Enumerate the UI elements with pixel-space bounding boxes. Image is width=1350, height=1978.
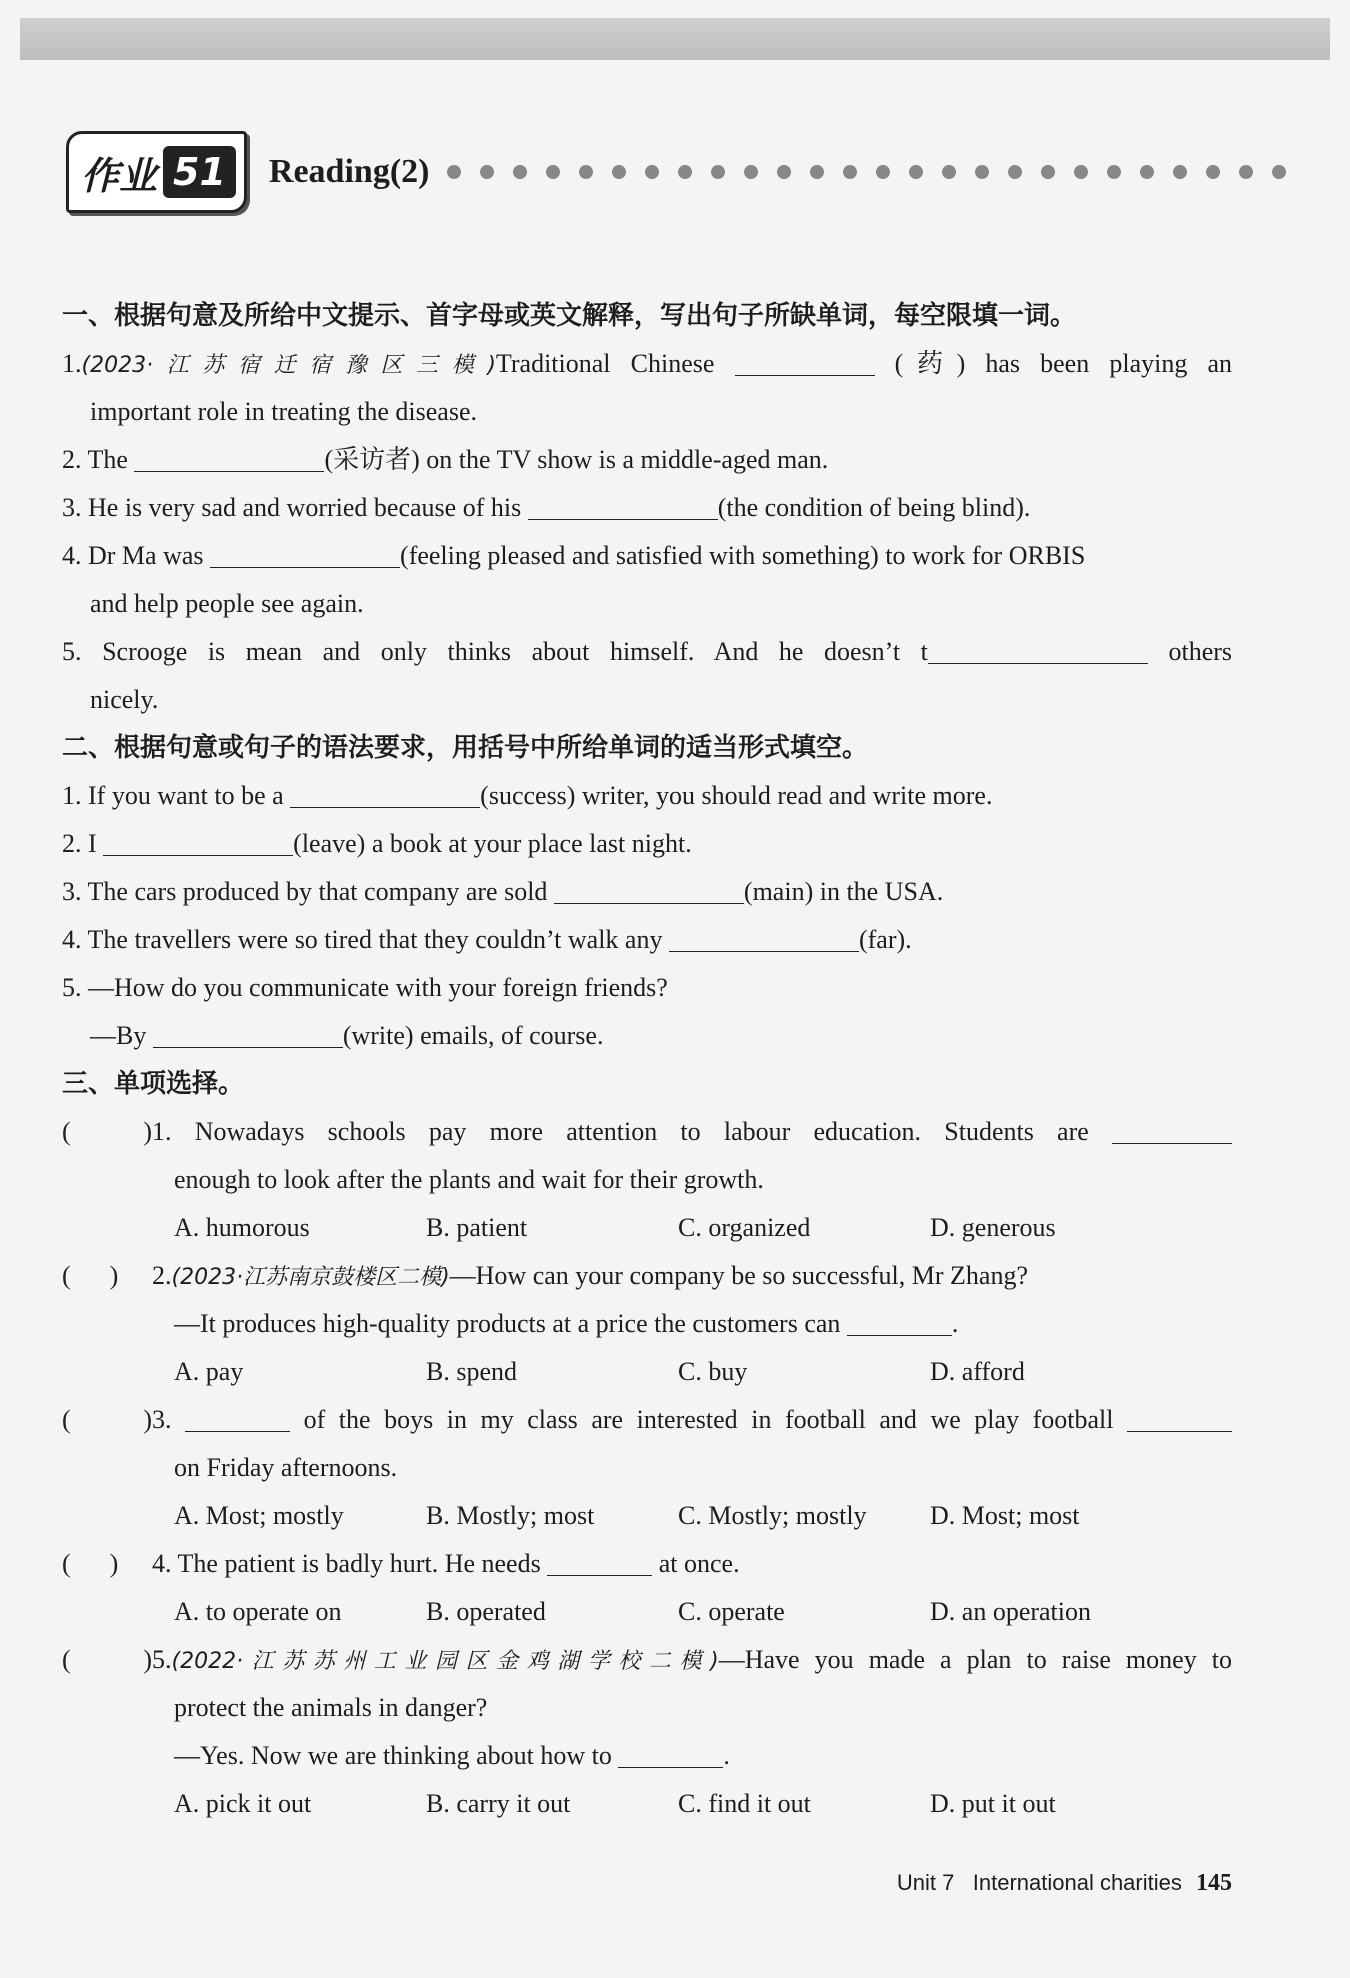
badge-number: 51 [163, 146, 236, 198]
s3-q5-blank[interactable] [618, 1737, 723, 1768]
s1-q5-line1: 5. Scrooge is mean and only thinks about himself. And he doesn’t t others [62, 628, 1232, 676]
option-a[interactable]: A. pay [174, 1357, 244, 1386]
s3-q3-blank2[interactable] [1127, 1401, 1232, 1432]
s3-q3-blank1[interactable] [185, 1401, 290, 1432]
s3-q5-line3: —Yes. Now we are thinking about how to . [62, 1732, 1232, 1780]
s3-q2-source: (2023·江苏南京鼓楼区二模) [171, 1265, 450, 1290]
footer-topic: International charities [972, 1870, 1182, 1895]
s1-q3-blank[interactable] [528, 489, 718, 520]
s1-q1-source: (2023·江苏宿迁宿豫区三模) [81, 353, 496, 378]
option-a[interactable]: A. to operate on [174, 1597, 342, 1626]
s1-q2-blank[interactable] [134, 441, 324, 472]
s2-q1-blank[interactable] [290, 777, 480, 808]
s1-q2: 2. The (采访者) on the TV show is a middle-aged man. [62, 436, 1232, 484]
section2-heading: 二、根据句意或句子的语法要求，用括号中所给单词的适当形式填空。 [62, 733, 869, 763]
s3-q3-line2: on Friday afternoons. [174, 1453, 398, 1482]
s2-q3-blank[interactable] [554, 873, 744, 904]
s1-q4-line2: and help people see again. [90, 589, 364, 618]
option-b[interactable]: B. carry it out [426, 1789, 571, 1818]
option-d[interactable]: D. generous [930, 1213, 1056, 1242]
s3-q2-line2: —It produces high-quality products at a price the customers can . [62, 1300, 1232, 1348]
option-b[interactable]: B. spend [426, 1357, 517, 1386]
s3-q5-line2: protect the animals in danger? [174, 1693, 488, 1722]
badge-label: 作业 [81, 153, 158, 198]
option-c[interactable]: C. buy [678, 1357, 748, 1386]
option-b[interactable]: B. patient [426, 1213, 528, 1242]
s2-q5-line2: —By (write) emails, of course. [62, 1012, 1232, 1060]
s3-q4-line1: ( ) 4. The patient is badly hurt. He needs at once. [62, 1540, 1232, 1588]
answer-paren[interactable]: ( ) [62, 1117, 152, 1146]
s1-q1-line1: 1.(2023·江苏宿迁宿豫区三模)Traditional Chinese (药) has been playing an [62, 340, 1232, 388]
s1-q1-blank[interactable] [735, 345, 875, 376]
s2-q5-blank[interactable] [153, 1017, 343, 1048]
s1-q5-blank[interactable] [928, 633, 1148, 664]
s2-q4-blank[interactable] [669, 921, 859, 952]
s1-q5-line2: nicely. [90, 685, 159, 714]
option-a[interactable]: A. humorous [174, 1213, 310, 1242]
s3-q4-blank[interactable] [547, 1545, 652, 1576]
s2-q1: 1. If you want to be a (success) writer, you should read and write more. [62, 772, 1232, 820]
s2-q5-line1: 5. —How do you communicate with your foreign friends? [62, 973, 668, 1002]
option-a[interactable]: A. pick it out [174, 1789, 312, 1818]
s1-q4-line1: 4. Dr Ma was (feeling pleased and satisfied with something) to work for ORBIS [62, 532, 1232, 580]
answer-paren[interactable]: ( ) [62, 1405, 152, 1434]
s3-q5-source: (2022·江苏苏州工业园区金鸡湖学校二模) [171, 1649, 719, 1674]
s3-q1-line1: ( )1. Nowadays schools pay more attention to labour education. Students are [62, 1108, 1232, 1156]
s2-q2-blank[interactable] [103, 825, 293, 856]
scan-top-bar [20, 18, 1330, 60]
option-c[interactable]: C. Mostly; mostly [678, 1501, 867, 1530]
page-footer [897, 1870, 1232, 1897]
decorative-dots [447, 165, 1286, 179]
s3-q2-blank[interactable] [847, 1305, 952, 1336]
answer-paren[interactable]: ( ) [62, 1549, 119, 1578]
option-a[interactable]: A. Most; mostly [174, 1501, 344, 1530]
s3-q1-line2: enough to look after the plants and wait for their growth. [174, 1165, 764, 1194]
section3-heading: 三、单项选择。 [62, 1069, 245, 1099]
s3-q2-line1: ( ) 2.(2023·江苏南京鼓楼区二模)—How can your company be so successful, Mr Zhang? [62, 1252, 1232, 1300]
s2-q4: 4. The travellers were so tired that they couldn’t walk any (far). [62, 916, 1232, 964]
option-c[interactable]: C. operate [678, 1597, 785, 1626]
option-d[interactable]: D. an operation [930, 1597, 1092, 1626]
s3-q1-blank[interactable] [1112, 1113, 1232, 1144]
s2-q3: 3. The cars produced by that company are sold (main) in the USA. [62, 868, 1232, 916]
s3-q1-options [62, 1204, 1232, 1252]
page-number: 145 [1196, 1870, 1232, 1896]
s3-q3-options [62, 1492, 1232, 1540]
option-d[interactable]: D. Most; most [930, 1501, 1080, 1530]
s2-q2: 2. I (leave) a book at your place last night. [62, 820, 1232, 868]
option-d[interactable]: D. put it out [930, 1789, 1056, 1818]
option-b[interactable]: B. Mostly; most [426, 1501, 595, 1530]
worksheet-content [62, 292, 1232, 1828]
homework-badge [66, 131, 247, 213]
s1-q4-blank[interactable] [210, 537, 400, 568]
s1-q1-line2: important role in treating the disease. [90, 397, 477, 426]
option-b[interactable]: B. operated [426, 1597, 546, 1626]
s3-q5-options [62, 1780, 1232, 1828]
s3-q4-options [62, 1588, 1232, 1636]
option-d[interactable]: D. afford [930, 1357, 1025, 1386]
footer-unit: Unit 7 [896, 1870, 955, 1895]
s3-q2-options [62, 1348, 1232, 1396]
option-c[interactable]: C. organized [678, 1213, 811, 1242]
section1-heading: 一、根据句意及所给中文提示、首字母或英文解释，写出句子所缺单词，每空限填一词。 [62, 301, 1077, 331]
answer-paren[interactable]: ( ) [62, 1261, 119, 1290]
answer-paren[interactable]: ( ) [62, 1645, 152, 1674]
s1-q3: 3. He is very sad and worried because of his (the condition of being blind). [62, 484, 1232, 532]
s3-q5-line1: ( )5.(2022·江苏苏州工业园区金鸡湖学校二模)—Have you made a plan to raise money to [62, 1636, 1232, 1684]
s3-q3-line1: ( )3. of the boys in my class are interested in football and we play football [62, 1396, 1232, 1444]
page-title: Reading(2) [268, 153, 430, 190]
page-header [66, 130, 1286, 214]
option-c[interactable]: C. find it out [678, 1789, 811, 1818]
